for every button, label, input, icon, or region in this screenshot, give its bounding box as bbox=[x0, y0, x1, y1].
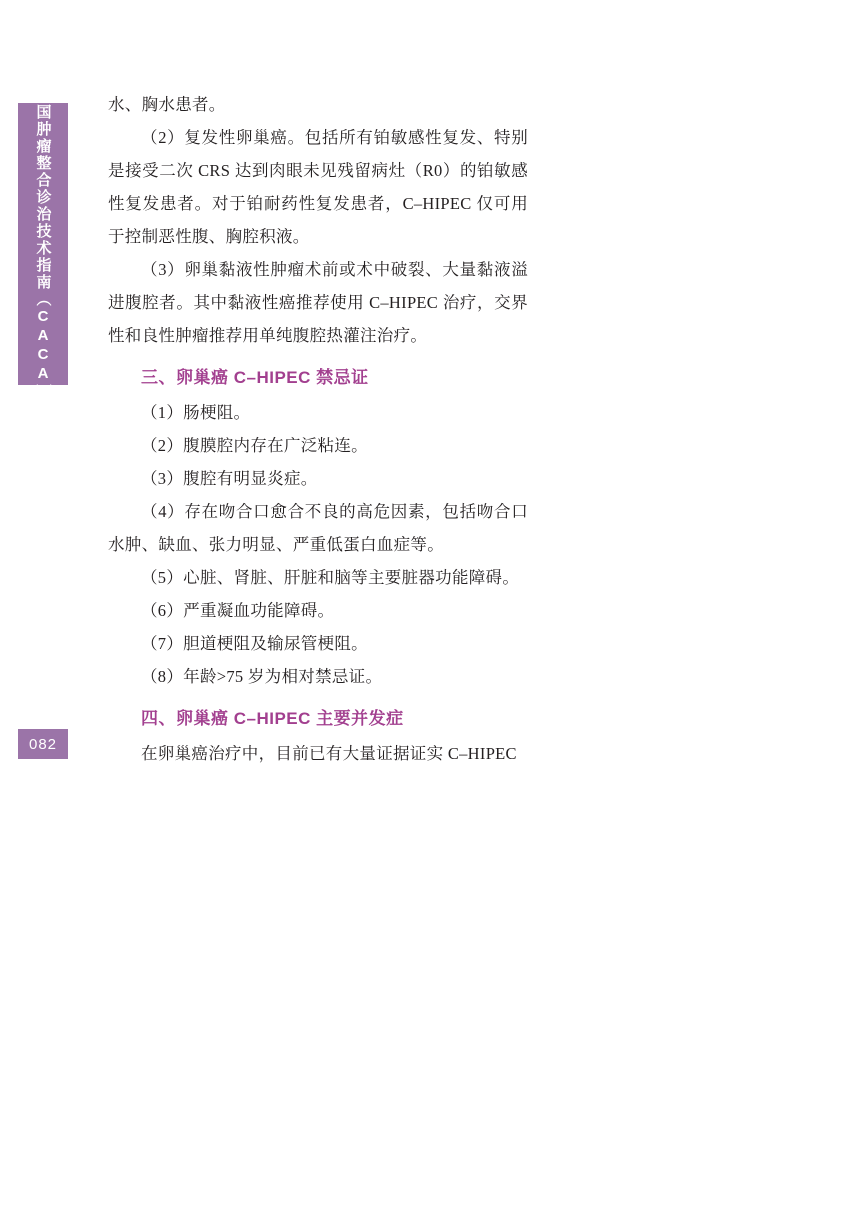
text-column bbox=[108, 88, 528, 770]
section-heading-contraindications: 三、卵巢癌 C–HIPEC 禁忌证 bbox=[141, 368, 369, 387]
body-paragraph: 水、胸水患者。 bbox=[108, 95, 226, 114]
running-head-tab bbox=[18, 87, 68, 401]
list-item: （4）存在吻合口愈合不良的高危因素，包括吻合口水肿、缺血、张力明显、严重低蛋白血症等。 bbox=[108, 502, 528, 554]
body-paragraph: 在卵巢癌治疗中，目前已有大量证据证实 C–HIPEC bbox=[141, 744, 517, 763]
page-number-badge bbox=[18, 729, 68, 759]
section-heading-complications: 四、卵巢癌 C–HIPEC 主要并发症 bbox=[141, 709, 404, 728]
page-number-label: 082 bbox=[28, 735, 58, 753]
list-item: （3）腹腔有明显炎症。 bbox=[141, 469, 318, 488]
list-item: （5）心脏、肾脏、肝脏和脑等主要脏器功能障碍。 bbox=[141, 568, 520, 587]
list-item: （6）严重凝血功能障碍。 bbox=[141, 601, 335, 620]
list-item: （8）年龄>75 岁为相对禁忌证。 bbox=[141, 667, 383, 686]
list-item: （2）腹膜腔内存在广泛粘连。 bbox=[141, 436, 368, 455]
list-item: （1）肠梗阻。 bbox=[141, 403, 251, 422]
body-paragraph: （3）卵巢黏液性肿瘤术前或术中破裂、大量黏液溢进腹腔者。其中黏液性癌推荐使用 C–HIPEC 治疗，交界性和良性肿瘤推荐用单纯腹腔热灌注治疗。 bbox=[108, 260, 528, 345]
running-head-label: 中国肿瘤整合诊治技术指南（CACA） bbox=[34, 87, 52, 401]
list-item: （7）胆道梗阻及输尿管梗阻。 bbox=[141, 634, 368, 653]
body-paragraph: （2）复发性卵巢癌。包括所有铂敏感性复发、特别是接受二次 CRS 达到肉眼未见残留病灶（R0）的铂敏感性复发患者。对于铂耐药性复发患者，C–HIPEC 仅可用于控制恶性腹、胸腔积液。 bbox=[108, 128, 528, 246]
